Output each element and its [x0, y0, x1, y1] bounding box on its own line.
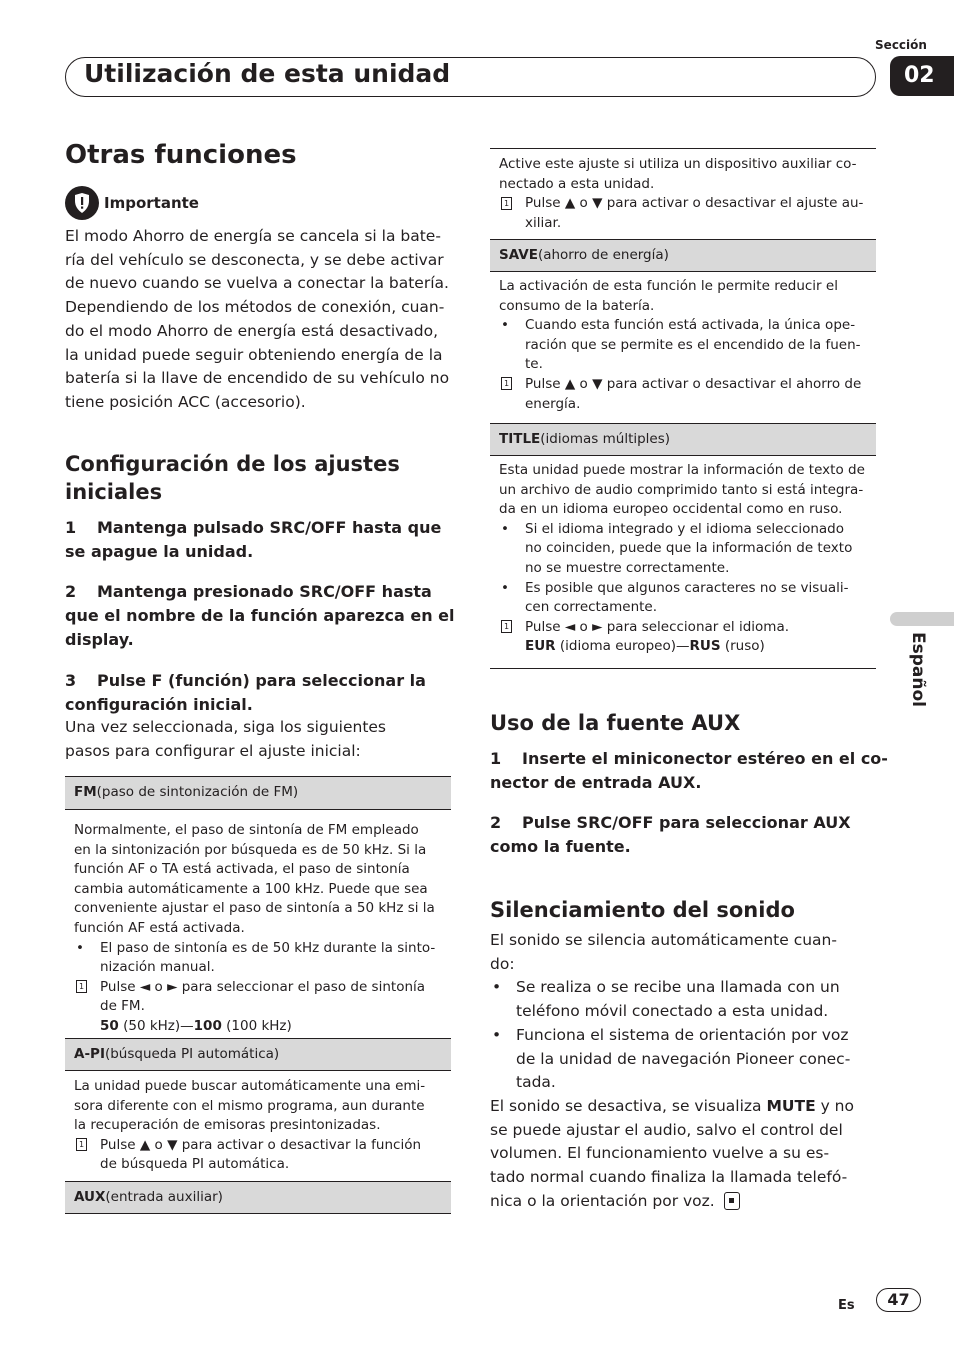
save-bullet: • Cuando esta función está activada, la única ope- ración que se permite es el encendido de la fuen- te. [501, 317, 861, 373]
title-setting-header: TITLE (idiomas múltiples) [490, 423, 876, 456]
save-setting-header: SAVE (ahorro de energía) [490, 239, 876, 272]
config-step-3: 3 Pulse F (función) para seleccionar la configuración inicial. [65, 671, 426, 714]
importante-label: Importante [104, 194, 199, 212]
footer-lang-code: Es [838, 1298, 855, 1313]
aux-setting-header: AUX (entrada auxiliar) [65, 1181, 451, 1214]
aux-setting-block [65, 1181, 451, 1214]
silencio-text: El sonido se silencia automáticamente cuan- do: • Se realiza o se recibe una llamada con un teléfono móvil conectado a esta unidad. • Funciona el sistema de orientación por voz de la unidad de navegación Pioneer conec- tada. El sonido se desactiva, se visualiza MUTE y no se puede ajustar el audio, salvo el control del volumen. El funcionamiento vuelve a su es- tado normal cuando finaliza la llamada telefó- nica o la orientación por voz. [490, 929, 880, 1213]
end-mark-icon [724, 1192, 740, 1210]
title-setting-block: TITLE (idiomas múltiples) Esta unidad puede mostrar la información de texto de un archivo de audio comprimido tanto si está integra- da en un idioma europeo occidental como en ruso. • Si el idioma integrado y el idioma seleccionado no coinciden, puede que la información de texto no se muestre correctamente. • Es posible que algunos caracteres no se visuali- cen correctamente. 1 Pulse ◄ o ► para seleccionar el idioma. EUR (idioma europeo)—RUS (ruso) [490, 423, 876, 657]
fm-setting-block: FM (paso de sintonización de FM) Normalmente, el paso de sintonía de FM empleado en la sintonización por búsqueda es de 50 kHz. Si la función AF o TA está activada, el paso de sintonía cambia automáticamente a 100 kHz. Puede que sea conveniente ajustar el paso de sintonía a 50 kHz si la función AF está activada. • El paso de sintonía es de 50 kHz durante la sinto- nización manual. 1 Pulse ◄ o ► para seleccionar el paso de sintonía de FM. 50 (50 kHz)—100 (100 kHz) [65, 776, 451, 1037]
config-step-1: 1 Mantenga pulsado SRC/OFF hasta que se apague la unidad. [65, 518, 442, 561]
chapter-title: Utilización de esta unidad [84, 59, 451, 88]
silencio-heading: Silenciamiento del sonido [490, 898, 795, 922]
section-number-badge: 02 [890, 56, 954, 96]
silencio-bullet-2: • Funciona el sistema de orientación por voz de la unidad de navegación Pioneer conec- tada. [492, 1025, 851, 1092]
config-step-2: 2 Mantenga presionado SRC/OFF hasta que el nombre de la función aparezca en el display. [65, 582, 455, 649]
aux-setting-content: Active este ajuste si utiliza un dispositivo auxiliar co- nectado a esta unidad. 1 Pulse ▲ o ▼ para activar o desactivar el ajuste au- xiliar. [490, 155, 876, 233]
language-label: Español [908, 632, 928, 707]
save-step: 1 Pulse ▲ o ▼ para activar o desactivar el ahorro de energía. [499, 375, 867, 414]
divider [490, 668, 876, 669]
title-bullet-2: • Es posible que algunos caracteres no se visuali- cen correctamente. [501, 579, 849, 616]
section-label: Sección [875, 38, 927, 52]
language-tab [890, 612, 954, 626]
fm-setting-header: FM (paso de sintonización de FM) [65, 776, 451, 810]
page-number: 47 [876, 1288, 921, 1312]
divider [490, 148, 876, 149]
uso-step-2: 2 Pulse SRC/OFF para seleccionar AUX como la fuente. [490, 813, 851, 856]
silencio-bullet-1: • Se realiza o se recibe una llamada con un teléfono móvil conectado a esta unidad. [492, 978, 840, 1021]
title-step: 1 Pulse ◄ o ► para seleccionar el idioma. EUR (idioma europeo)—RUS (ruso) [499, 618, 867, 657]
importante-text: El modo Ahorro de energía se cancela si la bate- ría del vehículo se desconecta, y se debe activar de nuevo cuando se vuelva a conectar la batería. Dependiendo de los métodos de conexión, cuan- do el modo Ahorro de energía está desactivado, la unidad puede seguir obteniendo energía de la batería si la llave de encendido de su vehículo no tiene posición ACC (accesorio). [65, 227, 450, 411]
config-step-3-note: Una vez seleccionada, siga los siguientes pasos para configurar el ajuste inicial: [65, 718, 387, 760]
save-setting-block: SAVE (ahorro de energía) La activación de esta función le permite reducir el consumo de la batería. • Cuando esta función está activada, la única ope- ración que se permite es el encendido de la fuen- te. 1 Pulse ▲ o ▼ para activar o desactivar el ahorro de energía. [490, 239, 876, 414]
uso-step-1: 1 Inserte el miniconector estéreo en el co- nector de entrada AUX. [490, 749, 888, 792]
fm-step: 1 Pulse ◄ o ► para seleccionar el paso de sintonía de FM. 50 (50 kHz)—100 (100 kHz) [74, 978, 442, 1037]
importante-heading [65, 186, 199, 220]
api-setting-header: A-PI (búsqueda PI automática) [65, 1038, 451, 1071]
uso-aux-heading: Uso de la fuente AUX [490, 711, 741, 735]
api-step: 1 Pulse ▲ o ▼ para activar o desactivar la función de búsqueda PI automática. [74, 1136, 442, 1175]
aux-step: 1 Pulse ▲ o ▼ para activar o desactivar el ajuste au- xiliar. [499, 194, 867, 233]
important-icon [65, 186, 99, 220]
config-heading: Configuración de los ajustes iniciales [65, 452, 400, 504]
fm-bullet: • El paso de sintonía es de 50 kHz durante la sinto- nización manual. [76, 939, 436, 976]
title-bullet-1: • Si el idioma integrado y el idioma seleccionado no coinciden, puede que la información de texto no se muestre correctamente. [501, 520, 853, 576]
page-title: Otras funciones [65, 140, 297, 170]
api-setting-block: A-PI (búsqueda PI automática) La unidad puede buscar automáticamente una emi- sora diferente con el mismo programa, aun durante la recuperación de emisoras presintonizadas. 1 Pulse ▲ o ▼ para activar o desactivar la función de búsqueda PI automática. [65, 1038, 451, 1175]
